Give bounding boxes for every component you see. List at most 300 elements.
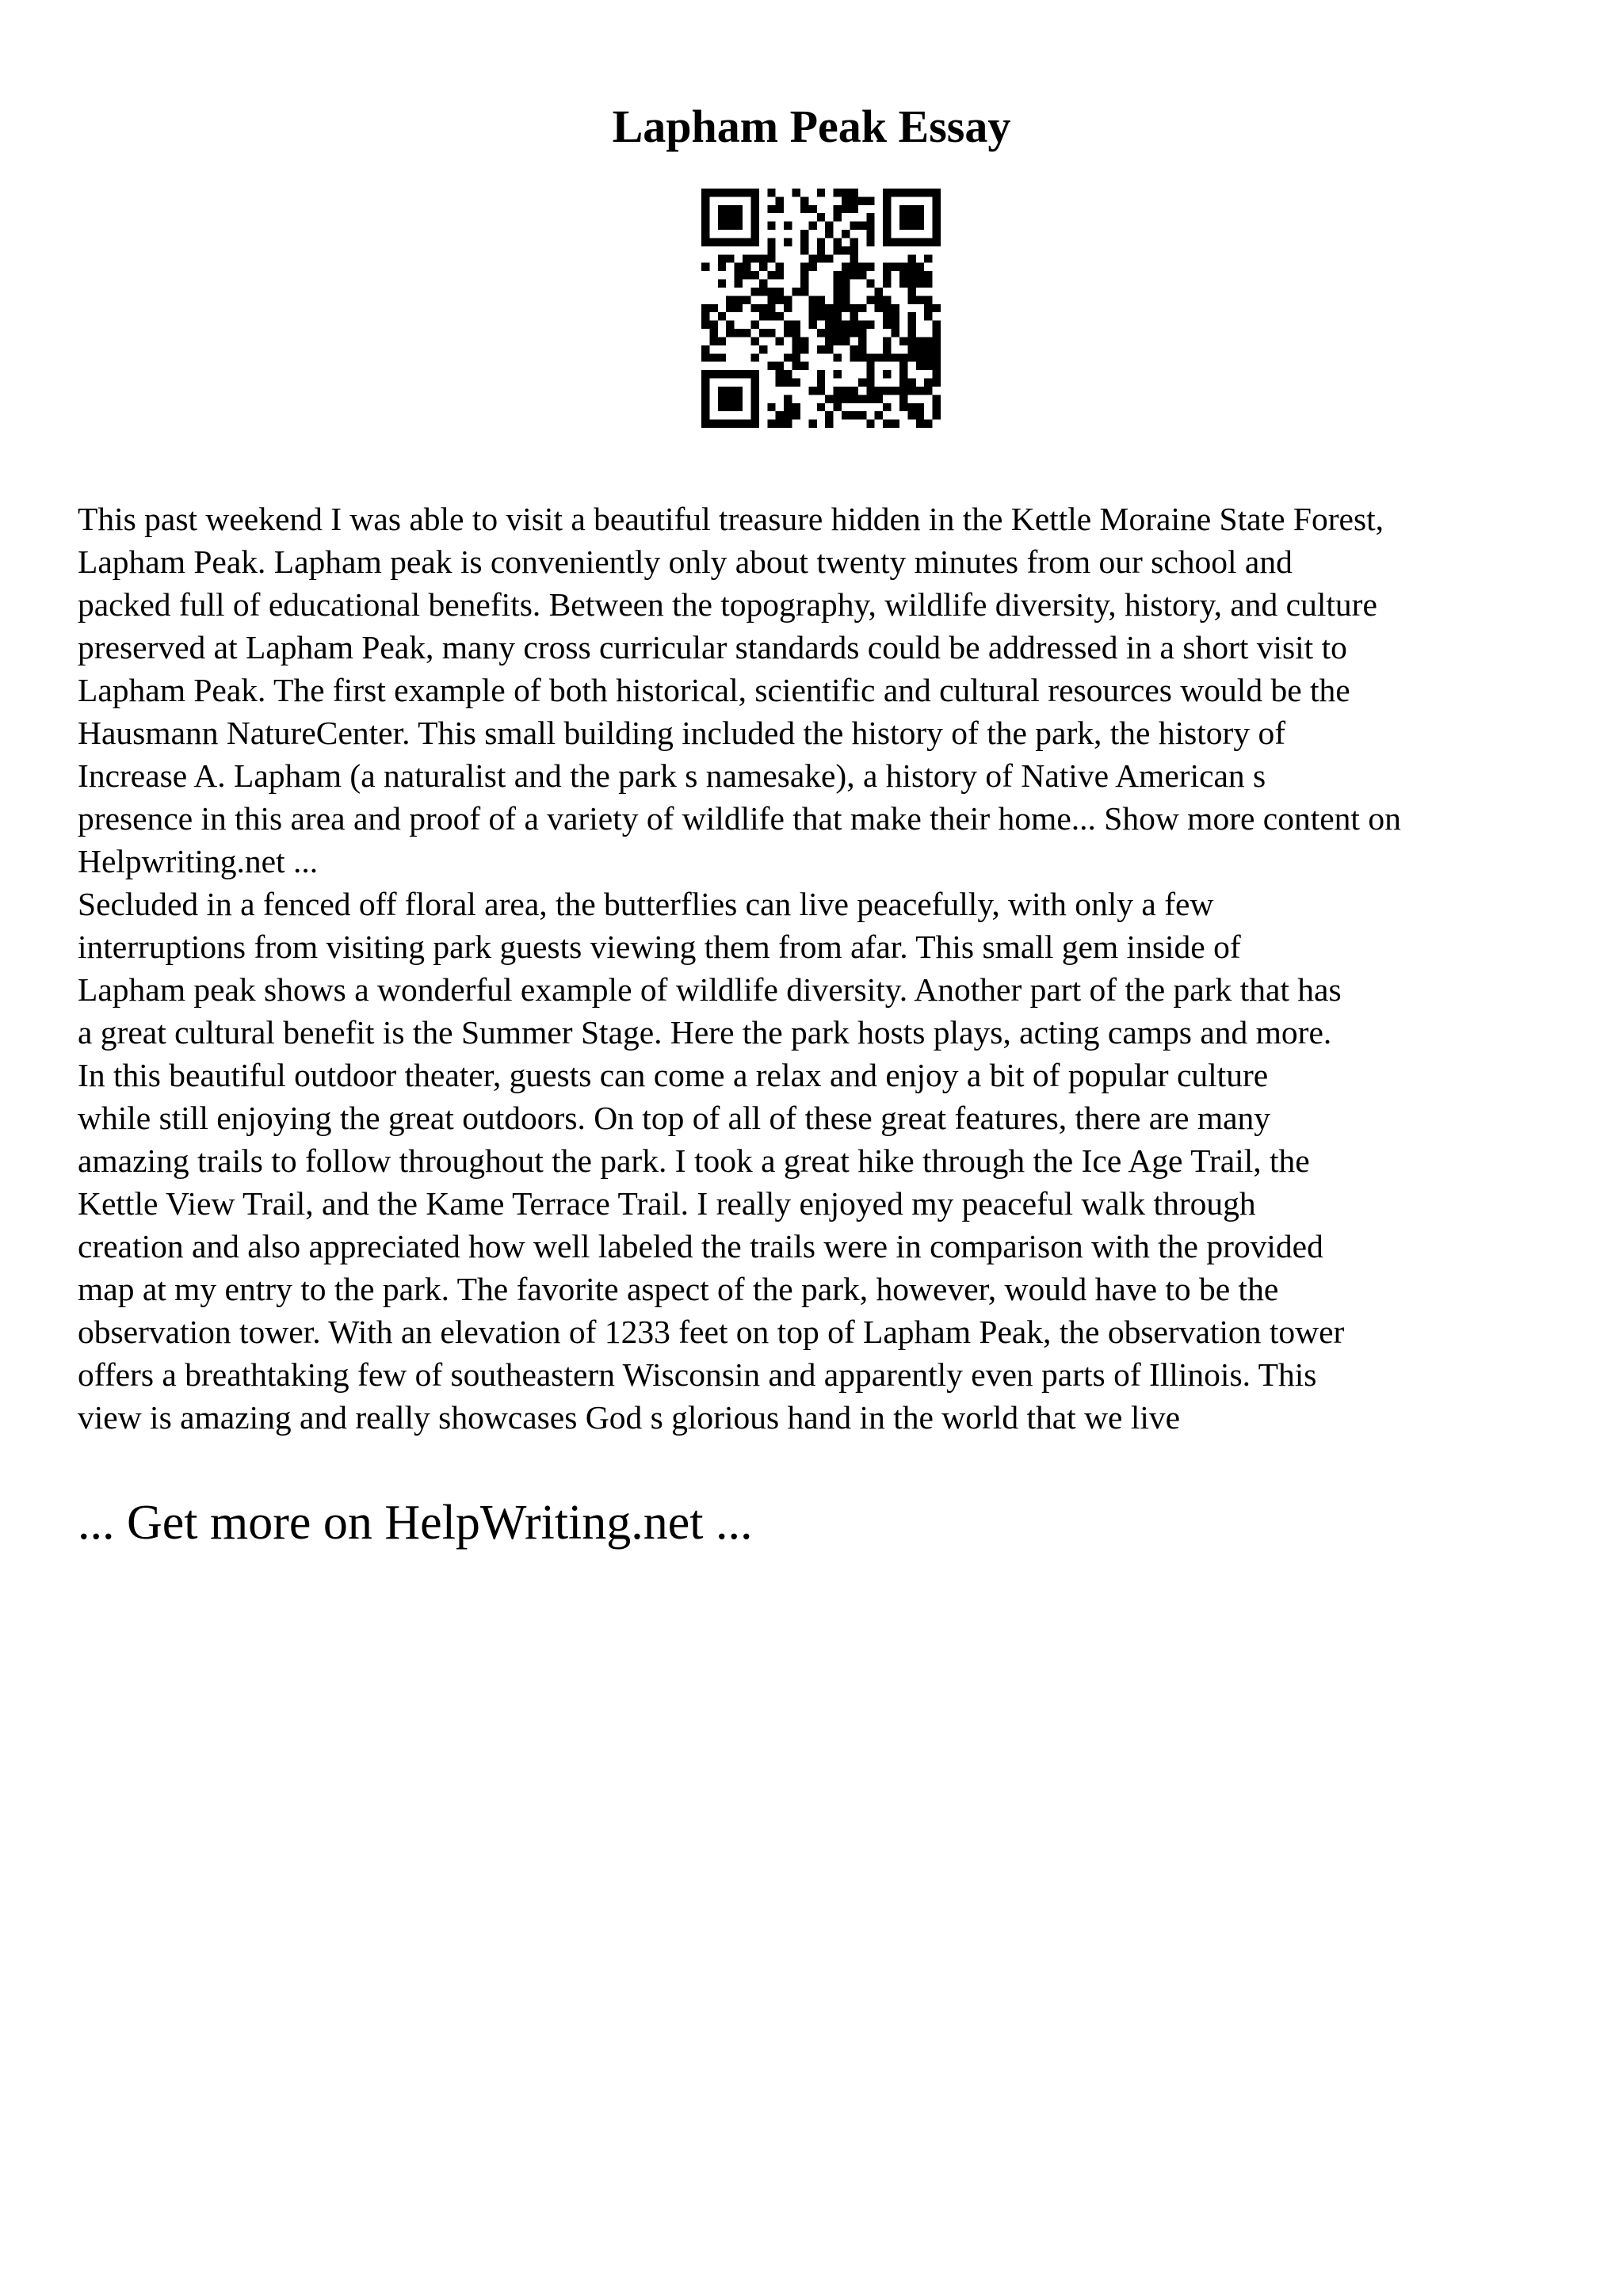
qr-module [907, 271, 915, 279]
qr-module [735, 403, 743, 411]
qr-module [899, 403, 907, 411]
qr-module [850, 254, 857, 262]
qr-module [792, 288, 800, 296]
qr-module [933, 196, 941, 204]
qr-module [767, 288, 775, 296]
qr-module [750, 395, 758, 402]
qr-module [735, 222, 743, 230]
qr-module [907, 263, 915, 271]
qr-module [850, 189, 857, 196]
qr-module [701, 213, 709, 221]
qr-module [916, 263, 924, 271]
qr-module [850, 312, 857, 320]
qr-module [735, 395, 743, 402]
qr-module [916, 271, 924, 279]
qr-module [858, 353, 866, 361]
qr-module [842, 246, 850, 254]
essay-line: interruptions from visiting park guests viewing them from afar. This small gem inside of [78, 929, 1241, 965]
qr-module [709, 370, 717, 378]
qr-module [899, 395, 907, 402]
qr-module [767, 329, 775, 337]
qr-module [907, 411, 915, 419]
qr-module [916, 403, 924, 411]
qr-module [776, 271, 784, 279]
qr-module [726, 403, 734, 411]
qr-module [834, 329, 842, 337]
qr-module [808, 304, 816, 312]
qr-module [842, 189, 850, 196]
qr-module [924, 280, 932, 288]
qr-module [750, 411, 758, 419]
qr-module [834, 353, 842, 361]
qr-module [883, 189, 891, 196]
qr-module [701, 321, 709, 329]
qr-module [907, 353, 915, 361]
qr-module [933, 411, 941, 419]
qr-module [907, 280, 915, 288]
qr-module [907, 321, 915, 329]
essay-line: Kettle View Trail, and the Kame Terrace Trail. I really enjoyed my peaceful walk through [78, 1185, 1256, 1222]
qr-module [933, 304, 941, 312]
qr-module [850, 329, 857, 337]
qr-module [907, 213, 915, 221]
qr-module [701, 345, 709, 353]
qr-module [933, 238, 941, 246]
essay-line: a great cultural benefit is the Summer Stage. Here the park hosts plays, acting camps and more. [78, 1014, 1332, 1051]
qr-module [933, 395, 941, 402]
qr-module [701, 196, 709, 204]
qr-module [750, 353, 758, 361]
essay-line: preserved at Lapham Peak, many cross curricular standards could be addressed in a short visit to [78, 629, 1347, 666]
qr-module [924, 271, 932, 279]
qr-module [767, 420, 775, 428]
qr-module [842, 296, 850, 303]
qr-module [916, 280, 924, 288]
essay-line: packed full of educational benefits. Between the topography, wildlife diversity, history, and culture [78, 586, 1377, 623]
qr-module [767, 403, 775, 411]
qr-module [800, 271, 808, 279]
qr-module [792, 329, 800, 337]
qr-module [767, 271, 775, 279]
qr-module [883, 222, 891, 230]
qr-module [800, 280, 808, 288]
qr-module [817, 312, 825, 320]
qr-module [767, 205, 775, 213]
qr-module [701, 403, 709, 411]
qr-module [850, 353, 857, 361]
qr-module [808, 222, 816, 230]
qr-module [875, 353, 883, 361]
qr-module [800, 337, 808, 345]
qr-module [784, 238, 792, 246]
qr-module [858, 379, 866, 387]
qr-module [726, 213, 734, 221]
qr-module [817, 329, 825, 337]
qr-module [924, 254, 932, 262]
qr-module [759, 345, 767, 353]
qr-module [726, 296, 734, 303]
qr-module [825, 329, 833, 337]
essay-line: view is amazing and really showcases God s glorious hand in the world that we live [78, 1399, 1181, 1436]
qr-module [808, 263, 816, 271]
qr-module [883, 304, 891, 312]
qr-module [875, 411, 883, 419]
qr-code-icon[interactable] [701, 189, 941, 428]
qr-module [875, 395, 883, 402]
qr-module [701, 395, 709, 402]
qr-module [701, 263, 709, 271]
qr-module [842, 205, 850, 213]
qr-module [892, 329, 899, 337]
qr-module [718, 370, 726, 378]
qr-module [883, 196, 891, 204]
qr-module [750, 420, 758, 428]
qr-module [834, 238, 842, 246]
qr-module [792, 362, 800, 370]
qr-module [834, 312, 842, 320]
qr-module [892, 312, 899, 320]
qr-module [735, 189, 743, 196]
qr-module [883, 296, 891, 303]
qr-module [825, 254, 833, 262]
qr-module [842, 230, 850, 238]
qr-module [750, 403, 758, 411]
essay-line: while still enjoying the great outdoors. On top of all of these great features, there are many [78, 1100, 1271, 1136]
qr-module [726, 222, 734, 230]
essay-body [78, 498, 1583, 1439]
qr-module [767, 222, 775, 230]
qr-module [899, 387, 907, 395]
essay-line: Helpwriting.net ... [78, 843, 319, 879]
qr-module [808, 296, 816, 303]
qr-module [718, 222, 726, 230]
qr-module [718, 205, 726, 213]
qr-module [850, 411, 857, 419]
qr-module [866, 296, 874, 303]
qr-module [907, 238, 915, 246]
qr-module [767, 296, 775, 303]
qr-module [834, 246, 842, 254]
qr-module [842, 411, 850, 419]
qr-module [899, 189, 907, 196]
qr-module [883, 345, 891, 353]
qr-module [850, 246, 857, 254]
qr-module [767, 238, 775, 246]
qr-module [866, 379, 874, 387]
qr-module [899, 280, 907, 288]
qr-module [866, 370, 874, 378]
qr-module [875, 304, 883, 312]
qr-module [817, 403, 825, 411]
qr-module [817, 345, 825, 353]
qr-module [933, 189, 941, 196]
qr-module [924, 387, 932, 395]
qr-module [735, 420, 743, 428]
qr-module [709, 238, 717, 246]
qr-module [718, 337, 726, 345]
qr-module [726, 189, 734, 196]
qr-module [726, 304, 734, 312]
qr-module [866, 280, 874, 288]
qr-module [750, 254, 758, 262]
qr-module [834, 271, 842, 279]
qr-module [743, 420, 750, 428]
qr-module [933, 337, 941, 345]
qr-module [776, 263, 784, 271]
qr-module [750, 379, 758, 387]
qr-module [759, 288, 767, 296]
qr-module [899, 271, 907, 279]
qr-module [892, 238, 899, 246]
qr-module [907, 329, 915, 337]
qr-module [750, 205, 758, 213]
qr-module [718, 403, 726, 411]
essay-line: creation and also appreciated how well labeled the trails were in comparison with the provided [78, 1228, 1323, 1264]
qr-module [726, 254, 734, 262]
qr-module [718, 312, 726, 320]
qr-module [907, 222, 915, 230]
qr-module [858, 271, 866, 279]
qr-module [817, 370, 825, 378]
qr-module [776, 288, 784, 296]
essay-line: amazing trails to follow throughout the park. I took a great hike through the Ice Age Trail, the [78, 1142, 1310, 1179]
qr-module [800, 362, 808, 370]
qr-module [767, 312, 775, 320]
essay-line: Secluded in a fenced off floral area, the butterflies can live peacefully, with only a few [78, 886, 1214, 922]
qr-module [701, 238, 709, 246]
qr-module [834, 205, 842, 213]
qr-module [735, 238, 743, 246]
qr-module [850, 238, 857, 246]
qr-module [883, 312, 891, 320]
qr-module [817, 296, 825, 303]
qr-module [899, 213, 907, 221]
qr-module [808, 420, 816, 428]
qr-module [726, 238, 734, 246]
qr-module [817, 379, 825, 387]
qr-module [850, 196, 857, 204]
qr-module [750, 337, 758, 345]
qr-module [701, 387, 709, 395]
qr-module [858, 345, 866, 353]
qr-module [834, 296, 842, 303]
qr-module [842, 304, 850, 312]
qr-module [718, 254, 726, 262]
qr-module [709, 321, 717, 329]
qr-module [858, 222, 866, 230]
qr-module [842, 395, 850, 402]
qr-module [924, 312, 932, 320]
qr-module [776, 362, 784, 370]
qr-module [834, 337, 842, 345]
qr-module [792, 345, 800, 353]
qr-module [834, 387, 842, 395]
qr-module [792, 337, 800, 345]
qr-module [924, 353, 932, 361]
qr-module [767, 189, 775, 196]
qr-module [735, 304, 743, 312]
qr-module [784, 379, 792, 387]
qr-module [701, 379, 709, 387]
qr-module [718, 280, 726, 288]
qr-module [907, 189, 915, 196]
qr-module [701, 370, 709, 378]
qr-module [899, 353, 907, 361]
qr-module [924, 420, 932, 428]
qr-module [866, 230, 874, 238]
qr-module [933, 230, 941, 238]
qr-module [907, 379, 915, 387]
qr-module [784, 420, 792, 428]
qr-module [933, 370, 941, 378]
qr-module [750, 271, 758, 279]
qr-module [825, 420, 833, 428]
qr-module [800, 238, 808, 246]
qr-module [850, 345, 857, 353]
qr-module [743, 271, 750, 279]
qr-module [924, 337, 932, 345]
qr-module [759, 304, 767, 312]
qr-module [709, 337, 717, 345]
qr-module [875, 288, 883, 296]
qr-module [924, 379, 932, 387]
qr-module [924, 362, 932, 370]
qr-module [792, 411, 800, 419]
qr-module [916, 420, 924, 428]
qr-module [858, 321, 866, 329]
qr-module [850, 387, 857, 395]
qr-module [907, 205, 915, 213]
qr-module [866, 196, 874, 204]
qr-module [767, 362, 775, 370]
qr-module [784, 329, 792, 337]
qr-module [726, 395, 734, 402]
qr-module [776, 312, 784, 320]
qr-module [735, 329, 743, 337]
qr-module [784, 321, 792, 329]
qr-module [735, 213, 743, 221]
qr-module [899, 370, 907, 378]
qr-module [866, 222, 874, 230]
qr-module [817, 189, 825, 196]
qr-module [933, 379, 941, 387]
qr-module [916, 387, 924, 395]
qr-module [842, 288, 850, 296]
qr-module [834, 288, 842, 296]
qr-module [784, 403, 792, 411]
qr-module [743, 238, 750, 246]
qr-module [718, 213, 726, 221]
essay-line: Lapham Peak. The first example of both historical, scientific and cultural resources would be the [78, 672, 1350, 708]
qr-module [834, 213, 842, 221]
qr-module [834, 403, 842, 411]
qr-module [907, 296, 915, 303]
qr-module [858, 395, 866, 402]
qr-module [800, 246, 808, 254]
qr-module [834, 280, 842, 288]
qr-module [784, 304, 792, 312]
qr-module [701, 312, 709, 320]
qr-module [792, 189, 800, 196]
qr-module [825, 321, 833, 329]
qr-module [784, 222, 792, 230]
qr-module [883, 230, 891, 238]
qr-code-graphic [701, 189, 941, 428]
qr-module [858, 263, 866, 271]
qr-module [718, 263, 726, 271]
qr-module [842, 321, 850, 329]
qr-module [866, 353, 874, 361]
qr-module [875, 296, 883, 303]
qr-module [776, 411, 784, 419]
qr-module [850, 271, 857, 279]
qr-module [916, 362, 924, 370]
qr-module [701, 304, 709, 312]
qr-module [726, 420, 734, 428]
page-title: Lapham Peak Essay [612, 101, 1011, 152]
qr-module [892, 304, 899, 312]
qr-module [718, 238, 726, 246]
qr-module [834, 321, 842, 329]
essay-line: Hausmann NatureCenter. This small building included the history of the park, the history of [78, 715, 1286, 751]
essay-line: In this beautiful outdoor theater, guests can come a relax and enjoy a bit of popular culture [78, 1057, 1269, 1093]
qr-module [842, 196, 850, 204]
qr-module [735, 205, 743, 213]
qr-module [718, 387, 726, 395]
qr-module [800, 263, 808, 271]
qr-module [743, 189, 750, 196]
qr-module [866, 238, 874, 246]
qr-module [784, 395, 792, 402]
get-more-link[interactable]: ... Get more on HelpWriting.net ... [78, 1496, 753, 1550]
qr-module [924, 189, 932, 196]
qr-module [750, 230, 758, 238]
qr-module [907, 312, 915, 320]
qr-module [907, 403, 915, 411]
qr-module [726, 321, 734, 329]
qr-module [916, 222, 924, 230]
qr-module [743, 329, 750, 337]
qr-module [726, 329, 734, 337]
qr-module [718, 353, 726, 361]
qr-module [899, 263, 907, 271]
qr-module [842, 271, 850, 279]
qr-module [907, 387, 915, 395]
qr-module [883, 337, 891, 345]
qr-module [883, 420, 891, 428]
qr-module [808, 205, 816, 213]
qr-module [784, 370, 792, 378]
qr-module [858, 196, 866, 204]
qr-module [776, 420, 784, 428]
qr-module [718, 189, 726, 196]
qr-module [784, 411, 792, 419]
qr-module [866, 213, 874, 221]
qr-module [759, 254, 767, 262]
qr-module [759, 263, 767, 271]
qr-module [743, 296, 750, 303]
qr-module [892, 189, 899, 196]
qr-module [759, 329, 767, 337]
qr-module [817, 304, 825, 312]
qr-module [916, 337, 924, 345]
qr-module [735, 370, 743, 378]
qr-module [701, 189, 709, 196]
qr-module [800, 230, 808, 238]
qr-module [834, 395, 842, 402]
qr-module [907, 254, 915, 262]
qr-module [883, 353, 891, 361]
